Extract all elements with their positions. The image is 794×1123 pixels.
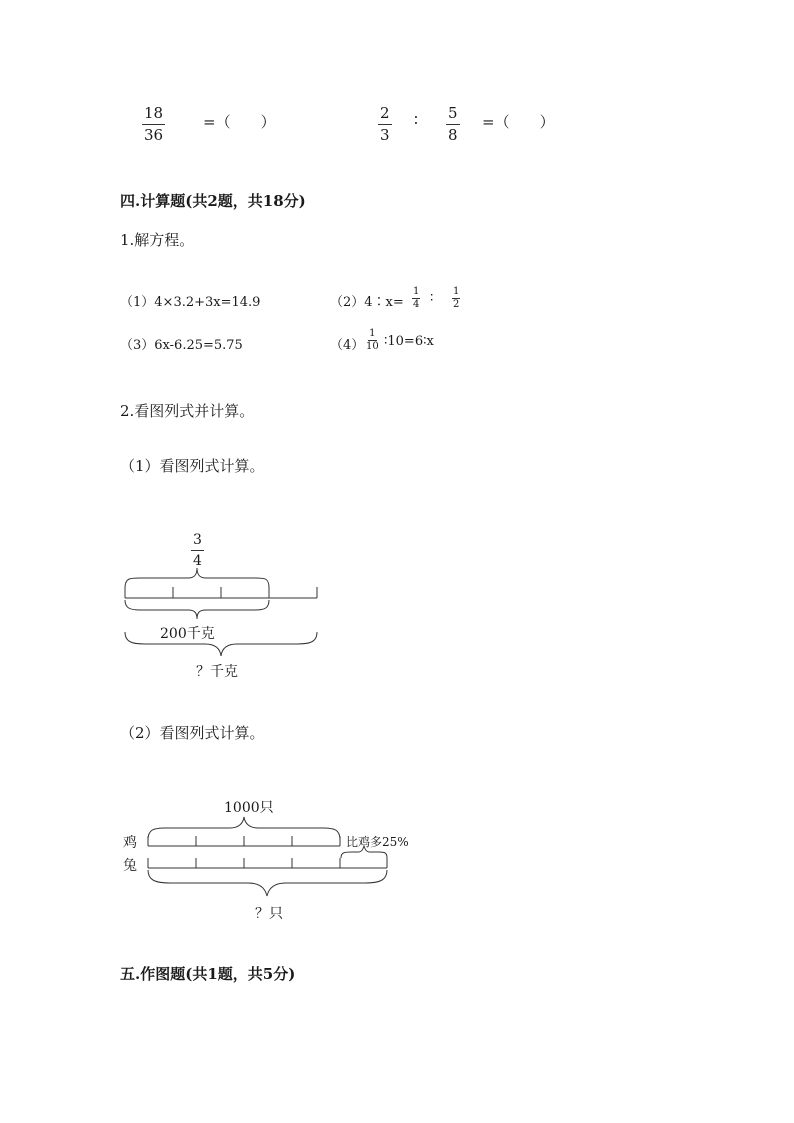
answer-blank-2: =（ ） bbox=[482, 113, 555, 131]
fraction-2-3 bbox=[378, 106, 392, 143]
equation-2 bbox=[330, 291, 404, 310]
fraction-1-4 bbox=[412, 287, 420, 310]
label-unknown-count: ？只 bbox=[255, 906, 283, 922]
denominator: 10 bbox=[366, 341, 379, 352]
equation-4-prefix: （4） bbox=[330, 338, 365, 353]
top-brace bbox=[148, 817, 340, 840]
bottom-brace-part bbox=[125, 600, 269, 619]
section-5-title: 五.作图题(共1题，共5分) bbox=[120, 965, 296, 983]
item-expr: 4×3.2+3x=14.9 bbox=[154, 295, 261, 310]
top-brace bbox=[125, 568, 269, 588]
section-4-title: 四.计算题(共2题，共18分) bbox=[120, 192, 306, 210]
numerator: 1 bbox=[369, 328, 376, 339]
fraction-1-10 bbox=[366, 329, 379, 352]
numerator: 1 bbox=[453, 286, 460, 297]
bottom-brace bbox=[148, 870, 387, 896]
label-1000: 1000只 bbox=[224, 800, 274, 816]
denominator: 4 bbox=[413, 299, 420, 310]
q2-sub2-label: （2）看图列式计算。 bbox=[120, 724, 265, 742]
item-expr: 6x-6.25=5.75 bbox=[154, 338, 243, 353]
numerator: 18 bbox=[142, 106, 165, 125]
bottom-brace-whole bbox=[125, 632, 317, 656]
item-prefix: （2） bbox=[330, 295, 365, 310]
item-prefix: （1） bbox=[120, 295, 155, 310]
fraction-3-4 bbox=[191, 533, 204, 568]
ratio-colon: ∶ bbox=[430, 291, 434, 306]
label-200kg: 200千克 bbox=[160, 626, 215, 642]
item-prefix: （3） bbox=[120, 338, 155, 353]
fraction-5-8 bbox=[446, 106, 460, 143]
label-chicken: 鸡 bbox=[123, 835, 137, 851]
numerator: 1 bbox=[413, 286, 420, 297]
numerator: 2 bbox=[378, 106, 392, 125]
ratio-colon: ∶ bbox=[414, 111, 418, 129]
q2-sub1-label: （1）看图列式计算。 bbox=[120, 457, 265, 475]
fraction-18-36 bbox=[142, 106, 165, 143]
denominator: 36 bbox=[144, 126, 164, 144]
fraction-1-2 bbox=[452, 287, 460, 310]
label-rabbit: 兔 bbox=[123, 858, 137, 874]
label-unknown-kg: ？千克 bbox=[196, 664, 238, 680]
denominator: 2 bbox=[453, 299, 460, 310]
equation-3 bbox=[120, 334, 243, 353]
q2-label: 2.看图列式并计算。 bbox=[120, 402, 255, 420]
equation-1 bbox=[120, 291, 260, 310]
equation-4-expr: ∶10=6∶x bbox=[384, 334, 434, 349]
q1-label: 1.解方程。 bbox=[120, 231, 195, 249]
denominator: 8 bbox=[448, 126, 458, 144]
denominator: 4 bbox=[193, 553, 202, 569]
label-more-25: 比鸡多25% bbox=[346, 835, 409, 849]
denominator: 3 bbox=[380, 126, 390, 144]
answer-blank-1: =（ ） bbox=[203, 113, 276, 131]
item-expr: 4∶x= bbox=[364, 295, 404, 310]
numerator: 3 bbox=[191, 533, 204, 551]
numerator: 5 bbox=[446, 106, 460, 125]
